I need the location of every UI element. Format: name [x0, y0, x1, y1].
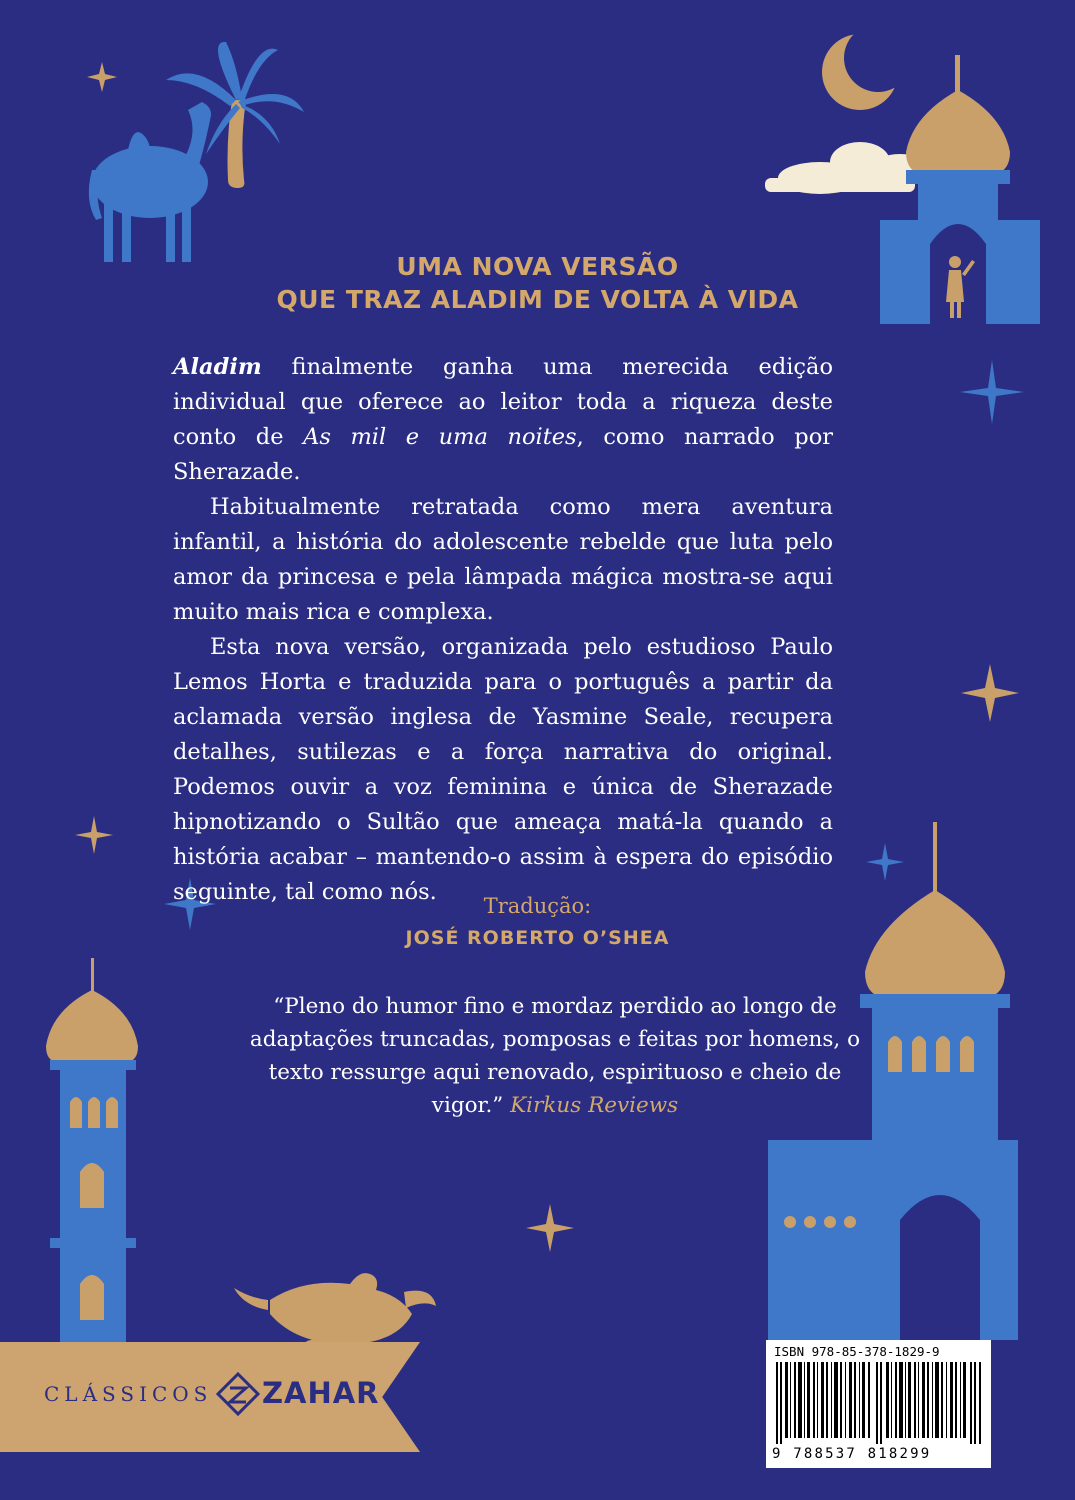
isbn-label: ISBN 978-85-378-1829-9: [774, 1344, 940, 1359]
crescent-moon-illustration: [822, 24, 912, 110]
isbn-barcode: [766, 1340, 991, 1468]
zahar-logo-icon: [216, 1372, 260, 1416]
synopsis-paragraph-2: Habitualmente retratada como mera aventura infantil, a história do adolescente rebelde que luta pelo amor da princesa e pela lâmpada mágica mostra-se aqui muito mais rica e complexa.: [173, 494, 833, 625]
barcode-digits: 9 788537 818299: [772, 1446, 932, 1462]
headline-line-1: UMA NOVA VERSÃO: [396, 252, 679, 281]
headline: [0, 250, 1075, 316]
minaret-left-illustration: [46, 958, 138, 1342]
review-source: Kirkus Reviews: [510, 1093, 679, 1118]
synopsis-p1-text-a: finalmente ganha uma merecida edição individual que oferece ao leitor toda a riqueza deste conto de: [173, 354, 833, 450]
review-quote: [235, 990, 875, 1122]
cloud-illustration: [765, 142, 930, 194]
barcode-bars: [776, 1362, 982, 1444]
headline-line-2: QUE TRAZ ALADIM DE VOLTA À VIDA: [276, 285, 799, 314]
book-title-inline: Aladim: [173, 354, 262, 380]
camel-illustration: [89, 102, 211, 262]
translation-label: Tradução:: [483, 894, 592, 918]
magic-lamp-illustration: [234, 1273, 436, 1350]
work-title-inline: As mil e uma noites: [303, 424, 577, 450]
synopsis-paragraph-3: Esta nova versão, organizada pelo estudioso Paulo Lemos Horta e traduzida para o português a partir da aclamada versão inglesa de Yasmine Seale, recupera detalhes, sutilezas e a força narrativa do original. Podemos ouvir a voz feminina e única de Sherazade hipnotizando o Sultão que ameaça matá-la quando a história acabar – mantendo-o assim à espera do episódio seguinte, tal como nós.: [173, 634, 833, 905]
review-quote-text: “Pleno do humor fino e mordaz perdido ao longo de adaptações truncadas, pomposas e feitas por homens, o texto ressurge aqui renovado, espirituoso e cheio de vigor.”: [249, 994, 861, 1118]
translation-credit: [0, 890, 1075, 954]
synopsis-paragraph-1: [173, 350, 833, 490]
synopsis: [173, 350, 833, 910]
collection-name: CLÁSSICOS: [44, 1382, 213, 1406]
synopsis-p1-text-b: , como narrado por Sherazade.: [173, 424, 833, 485]
translator-name: JOSÉ ROBERTO O’SHEA: [405, 927, 670, 949]
publisher-name: ZAHAR: [262, 1376, 380, 1410]
